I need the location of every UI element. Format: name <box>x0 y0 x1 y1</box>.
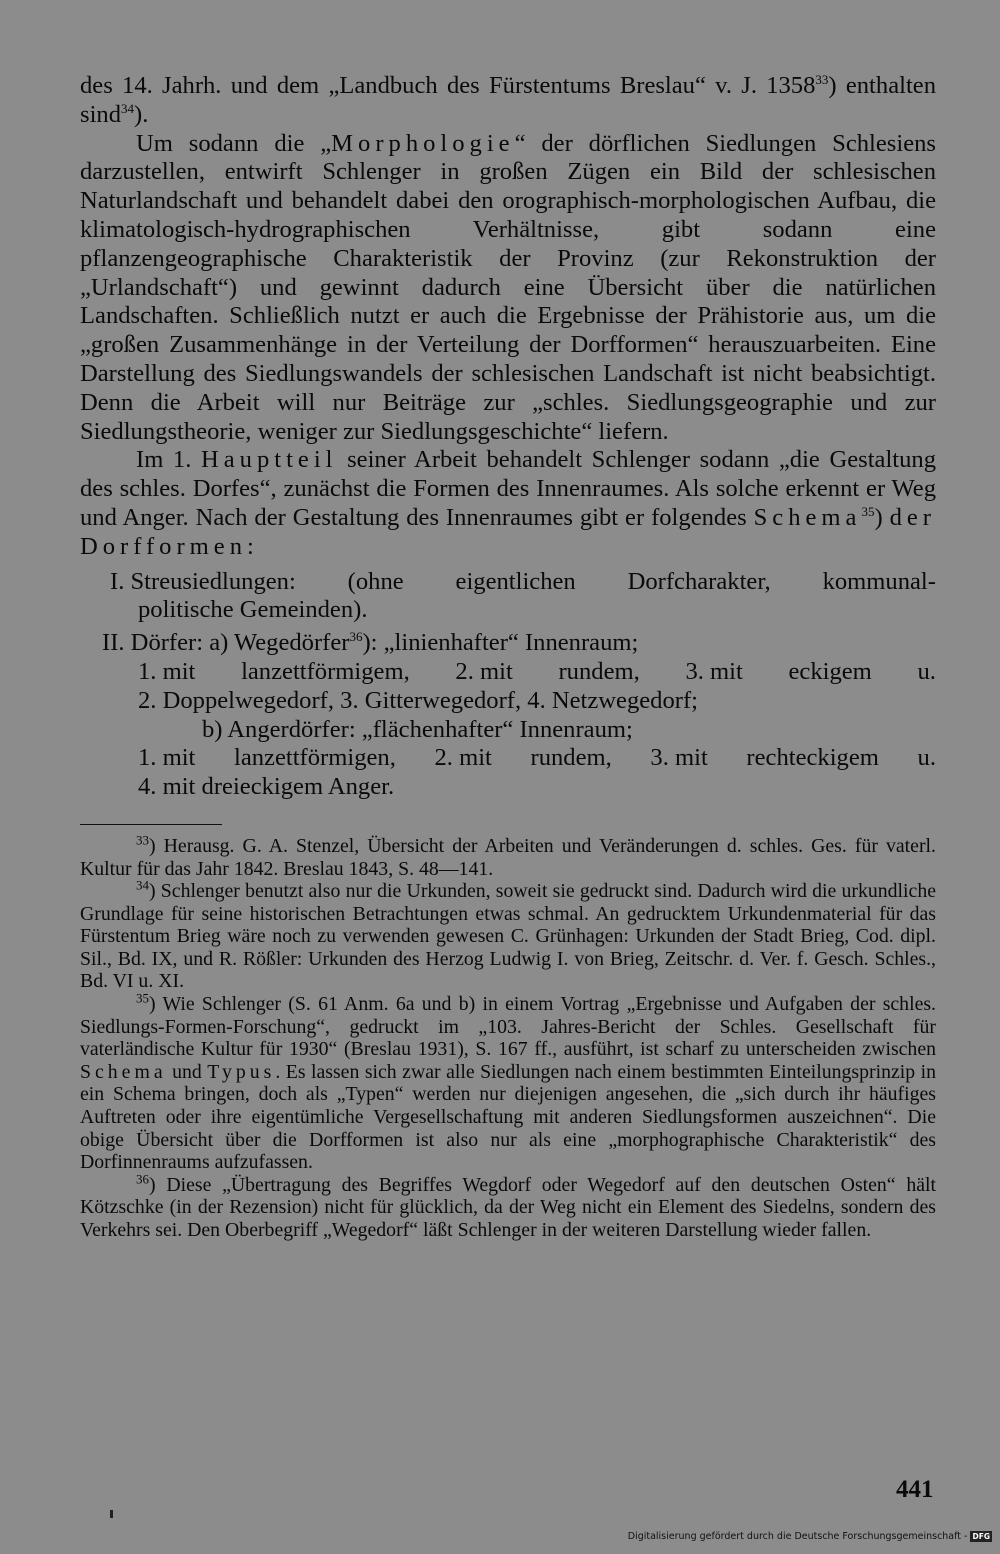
spaced-emphasis: Typus <box>207 1060 276 1083</box>
schema-line-6 <box>80 744 936 773</box>
footnote-35 <box>80 990 936 1174</box>
footnote-ref-35[interactable]: 35 <box>861 503 875 519</box>
word: lanzettförmigen, <box>234 744 396 772</box>
word: Dorfcharakter, <box>627 567 771 595</box>
schema-line-2 <box>80 629 936 658</box>
schema-line-4: 2. Doppelwegedorf, 3. Gitterwegedorf, 4. Netzwegedorf; <box>138 686 698 714</box>
word: eckigem <box>788 657 872 685</box>
footnote-text: und <box>166 1060 208 1083</box>
word: 2. mit <box>434 744 492 772</box>
footnote-text: ) Schlenger benutzt also nur die Urkunden, soweit sie gedruckt sind. Dadurch wird die urkundliche Grundlage für seine historischen Betrachtungen etwas schmal. An gedrucktem Urkundenmaterial für das Fürstentum Brieg wäre noch zu verwenden gewesen C. Grünhagen: Urkunden der Stadt Brieg, Cod. dipl. Sil., Bd. IX, und R. Rößler: Urkunden des Herzog Ludwig I. von Brieg, Zeitschr. d. Ver. f. Gesch. Schles., Bd. VI u. XI. <box>80 880 936 993</box>
footnote-number: 34 <box>136 877 149 893</box>
footnote-number: 36 <box>136 1171 149 1187</box>
page <box>80 72 936 1242</box>
digitization-credit <box>628 1531 992 1542</box>
footnote-text: ) Herausg. G. A. Stenzel, Übersicht der Arbeiten und Veränderungen d. schles. Ges. für vaterl. Kultur für das Jahr 1842. Breslau 1843, S. 48—141. <box>80 834 936 880</box>
text: ) <box>874 503 890 531</box>
footnote-34 <box>80 877 936 993</box>
schema-line-3 <box>80 658 936 687</box>
word: rundem, <box>558 657 640 685</box>
word: u. <box>917 744 936 772</box>
scan-mark <box>110 1510 113 1518</box>
paragraph-1 <box>80 72 936 130</box>
footnote-divider <box>80 824 222 825</box>
dfg-logo-icon[interactable]: DFG <box>972 1532 990 1541</box>
text: des 14. Jahrh. und dem „Landbuch des Fürstentums Breslau“ v. J. 1358 <box>80 72 816 99</box>
text: Im 1. <box>136 446 201 474</box>
text: Um sodann die „ <box>136 129 332 157</box>
footnote-ref-33[interactable]: 33 <box>815 71 829 87</box>
word: u. <box>917 657 936 685</box>
spaced-emphasis: Morphologie <box>331 129 515 157</box>
footnote-36 <box>80 1171 936 1242</box>
schema-line-1 <box>80 568 936 597</box>
spaced-emphasis: Schema <box>753 503 862 531</box>
footnote-number: 35 <box>136 990 149 1006</box>
dorfformen-schema <box>80 568 936 802</box>
spaced-emphasis: Hauptteil <box>200 446 338 474</box>
text: “ der dörflichen Siedlungen Schlesiens darzustellen, entwirft Schlenger in großen Zügen ein Bild der schlesischen Naturlandschaft und behandelt dabei den orographisch-morphologischen Aufbau, die klimatologisch-hydrographischen Verhältnisse, gibt sodann eine pflanzengeographische Charakteristik der Provinz (zur Rekonstruktion der „Urlandschaft“) und gewinnt dadurch eine Übersicht über die natürlichen Landschaften. Schließlich nutzt er auch die Ergebnisse der Prähistorie aus, um die „großen Zusammenhänge in der Verteilung der Dorfformen“ herauszuarbeiten. Eine Darstellung des Siedlungswandels der schlesischen Landschaft ist nicht beabsichtigt. Denn die Arbeit will nur Beiträge zur „schles. Siedlungsgeographie und zur Siedlungstheorie, weniger zur Siedlungsgeschichte“ liefern. <box>80 129 936 445</box>
word: 3. mit <box>650 744 708 772</box>
text: II. Dörfer: a) Wegedörfer <box>102 629 350 657</box>
word: I. Streusiedlungen: <box>110 567 296 595</box>
schema-line-7: 4. mit dreieckigem Anger. <box>138 773 395 801</box>
word: 2. mit <box>455 657 513 685</box>
main-text <box>80 72 936 562</box>
paragraph-3 <box>80 446 936 561</box>
paragraph-2 <box>80 130 936 447</box>
spaced-emphasis: Schema <box>80 1060 167 1083</box>
text: seiner Arbeit behandelt Schlenger sodann „die Gestaltung des schles. Dorfes“, zunächst die Formen des Innenraumes. Als solche erkennt er Weg und Anger. Nach der Gestaltung des Innenraumes gibt er folgendes <box>80 446 936 531</box>
footnote-33 <box>80 832 936 880</box>
word: 3. mit <box>685 657 743 685</box>
word: kommunal- <box>822 567 936 595</box>
footnote-text: ) Wie Schlenger (S. 61 Anm. 6a und b) in einem Vortrag „Ergebnisse und Aufgaben der schles. Siedlungs-Formen-Forschung“, gedruckt im „103. Jahres-Bericht der Schles. Gesellschaft für vaterländische Kultur für 1930“ (Breslau 1931), S. 167 ff., ausführt, ist scharf zu unterscheiden zwischen <box>80 993 936 1061</box>
footnote-ref-36[interactable]: 36 <box>349 628 363 644</box>
spaced-emphasis: der Dorfformen <box>80 503 936 560</box>
text: : <box>247 532 254 560</box>
footnote-text: ) Diese „Übertragung des Begriffes Wegdorf oder Wegedorf auf den deutschen Osten“ hält Kötzschke (in der Rezension) nicht für glücklich, da der Weg nicht ein Element des Siedelns, sondern des Verkehrs sei. Den Oberbegriff „Wegedorf“ läßt Schlenger in der weiteren Darstellung wieder fallen. <box>80 1173 936 1242</box>
schema-line-1b: politische Gemeinden). <box>138 596 368 624</box>
credit-text: Digitalisierung gefördert durch die Deutsche Forschungsgemeinschaft - <box>627 1531 968 1542</box>
footnote-number: 33 <box>136 832 149 848</box>
word: rechteckigem <box>746 744 879 772</box>
text: ): „linienhafter“ Innenraum; <box>362 629 639 657</box>
text: ). <box>134 100 149 128</box>
footnote-ref-34[interactable]: 34 <box>121 100 134 116</box>
footnotes <box>80 832 936 1242</box>
schema-line-5: b) Angerdörfer: „flächenhafter“ Innenraum; <box>202 715 633 743</box>
word: 1. mit <box>138 657 196 685</box>
word: eigentlichen <box>455 567 576 595</box>
word: rundem, <box>530 744 612 772</box>
word: lanzettförmigem, <box>241 657 410 685</box>
text: ) enthalten sind <box>80 72 936 128</box>
footnote-text: . Es lassen sich zwar alle Siedlungen nach einem bestimmten Einteilungsprinzip in ein Schema bringen, doch als „Typen“ werden nur diejenigen angesehen, die „sich durch ihr häufiges Auftreten oder ihre eigentümliche Vergesellschaftung mit anderen Siedlungsformen auszeichnen“. Die obige Übersicht über die Dorfformen ist also nur als eine „morphographische Charakteristik“ des Dorfinnenraums aufzufassen. <box>80 1060 936 1174</box>
word: 1. mit <box>138 744 196 772</box>
page-number: 441 <box>896 1476 934 1503</box>
word: (ohne <box>347 567 404 595</box>
